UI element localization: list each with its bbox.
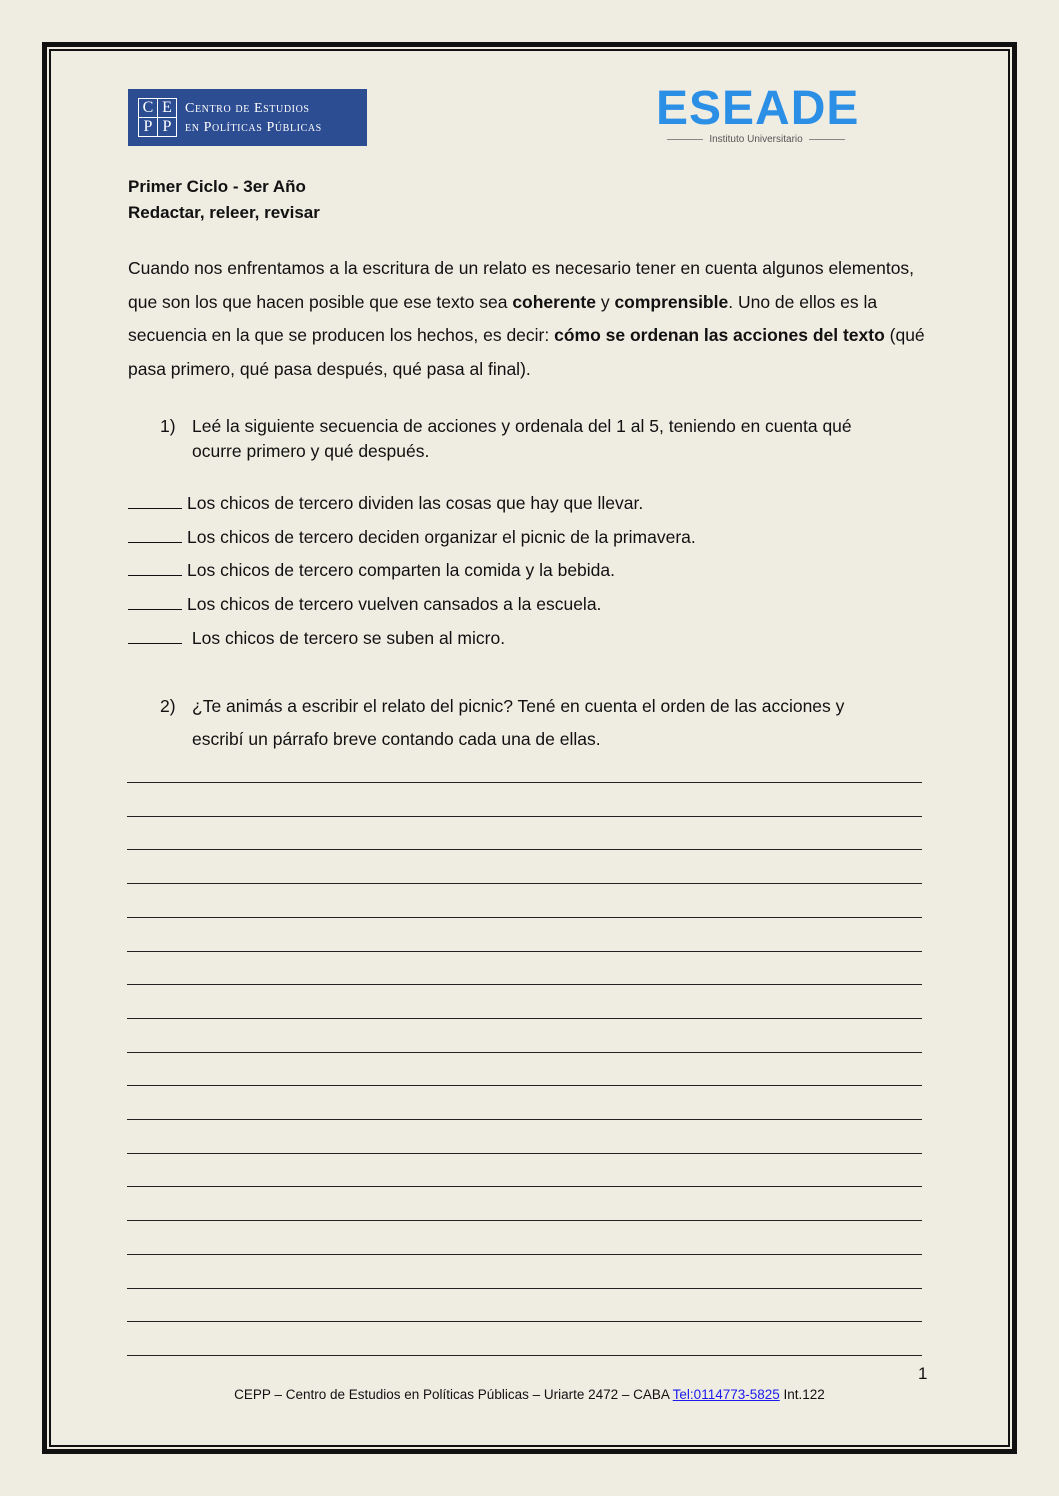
sequence-item — [128, 493, 643, 514]
order-blank[interactable] — [128, 594, 182, 610]
sequence-item — [128, 628, 505, 649]
writing-line[interactable] — [127, 1085, 922, 1086]
writing-line[interactable] — [127, 1186, 922, 1187]
question-2-text-line2: escribí un párrafo breve contando cada una de ellas. — [192, 729, 601, 749]
writing-line[interactable] — [127, 1119, 922, 1120]
intro-text: Cuando nos enfrentamos a la escritura de un relato es necesario tener en cuenta algunos elementos, que son los que hacen posible que ese texto sea — [128, 258, 915, 312]
writing-line[interactable] — [127, 1254, 922, 1255]
writing-line[interactable] — [127, 782, 922, 783]
writing-line[interactable] — [127, 1355, 922, 1356]
cepp-name-line2: en Políticas Públicas — [185, 119, 322, 135]
question-1-number: 1) — [160, 416, 176, 436]
sequence-item-text: Los chicos de tercero se suben al micro. — [187, 628, 506, 648]
footer — [0, 1387, 1059, 1402]
intro-bold: comprensible — [614, 291, 729, 312]
writing-line[interactable] — [127, 984, 922, 985]
eseade-rule-right — [809, 139, 845, 140]
writing-line[interactable] — [127, 816, 922, 817]
order-blank[interactable] — [128, 493, 182, 509]
writing-line[interactable] — [127, 917, 922, 918]
question-2-number: 2) — [160, 696, 176, 716]
question-1-text-line1: Leé la siguiente secuencia de acciones y ordenala del 1 al 5, teniendo en cuenta qué — [192, 416, 852, 436]
eseade-subtitle: Instituto Universitario — [709, 134, 803, 145]
intro-bold: coherente — [512, 291, 596, 312]
eseade-wordmark: ESEADE — [656, 82, 860, 135]
order-blank[interactable] — [128, 527, 182, 543]
writing-line[interactable] — [127, 1220, 922, 1221]
eseade-subtitle-row — [656, 134, 856, 145]
cepp-letter: P — [139, 118, 158, 137]
sequence-item-text: Los chicos de tercero vuelven cansados a la escuela. — [187, 594, 602, 614]
eseade-logo — [656, 82, 860, 145]
intro-bold: cómo se ordenan las acciones del texto — [554, 325, 885, 345]
order-blank[interactable] — [128, 628, 182, 644]
question-2-text-line1: ¿Te animás a escribir el relato del picnic? Tené en cuenta el orden de las acciones y — [192, 696, 845, 716]
footer-phone-link[interactable]: Tel:0114773-5825 — [672, 1387, 780, 1402]
writing-line[interactable] — [127, 883, 922, 884]
sequence-item — [128, 594, 601, 615]
footer-text: CEPP – Centro de Estudios en Políticas Públicas – Uriarte 2472 – CABA — [234, 1387, 673, 1402]
sequence-item — [128, 560, 615, 581]
intro-text: . Uno de ellos es la secuencia en la que se producen los hechos, es decir: — [128, 291, 878, 345]
writing-line[interactable] — [127, 1153, 922, 1154]
cepp-letter: C — [139, 99, 158, 118]
cepp-name — [185, 99, 322, 137]
cepp-letter: E — [158, 99, 177, 118]
page-number: 1 — [918, 1364, 928, 1383]
writing-line[interactable] — [127, 1321, 922, 1322]
writing-line[interactable] — [127, 951, 922, 952]
cepp-name-line1: Centro de Estudios — [185, 100, 310, 116]
footer-extension: Int.122 — [779, 1387, 825, 1402]
eseade-rule-left — [667, 139, 703, 140]
order-blank[interactable] — [128, 560, 182, 576]
sequence-item-text: Los chicos de tercero dividen las cosas que hay que llevar. — [187, 493, 644, 513]
writing-line[interactable] — [127, 1018, 922, 1019]
writing-line[interactable] — [127, 1288, 922, 1289]
intro-paragraph — [128, 252, 938, 386]
cepp-logo — [128, 89, 367, 146]
cepp-letter: P — [158, 118, 177, 137]
writing-line[interactable] — [127, 1052, 922, 1053]
intro-text: y — [595, 291, 615, 312]
topic-heading: Redactar, releer, revisar — [128, 203, 320, 222]
sequence-item-text: Los chicos de tercero deciden organizar el picnic de la primavera. — [187, 527, 696, 547]
cepp-letter-grid — [138, 98, 177, 137]
intro-text: (qué pasa primero, qué pasa después, qué pasa al final). — [128, 325, 925, 379]
cycle-heading: Primer Ciclo - 3er Año — [128, 177, 306, 196]
sequence-item — [128, 527, 696, 548]
writing-line[interactable] — [127, 849, 922, 850]
sequence-item-text: Los chicos de tercero comparten la comida y la bebida. — [187, 560, 616, 580]
question-1-text-line2: ocurre primero y qué después. — [192, 441, 430, 461]
